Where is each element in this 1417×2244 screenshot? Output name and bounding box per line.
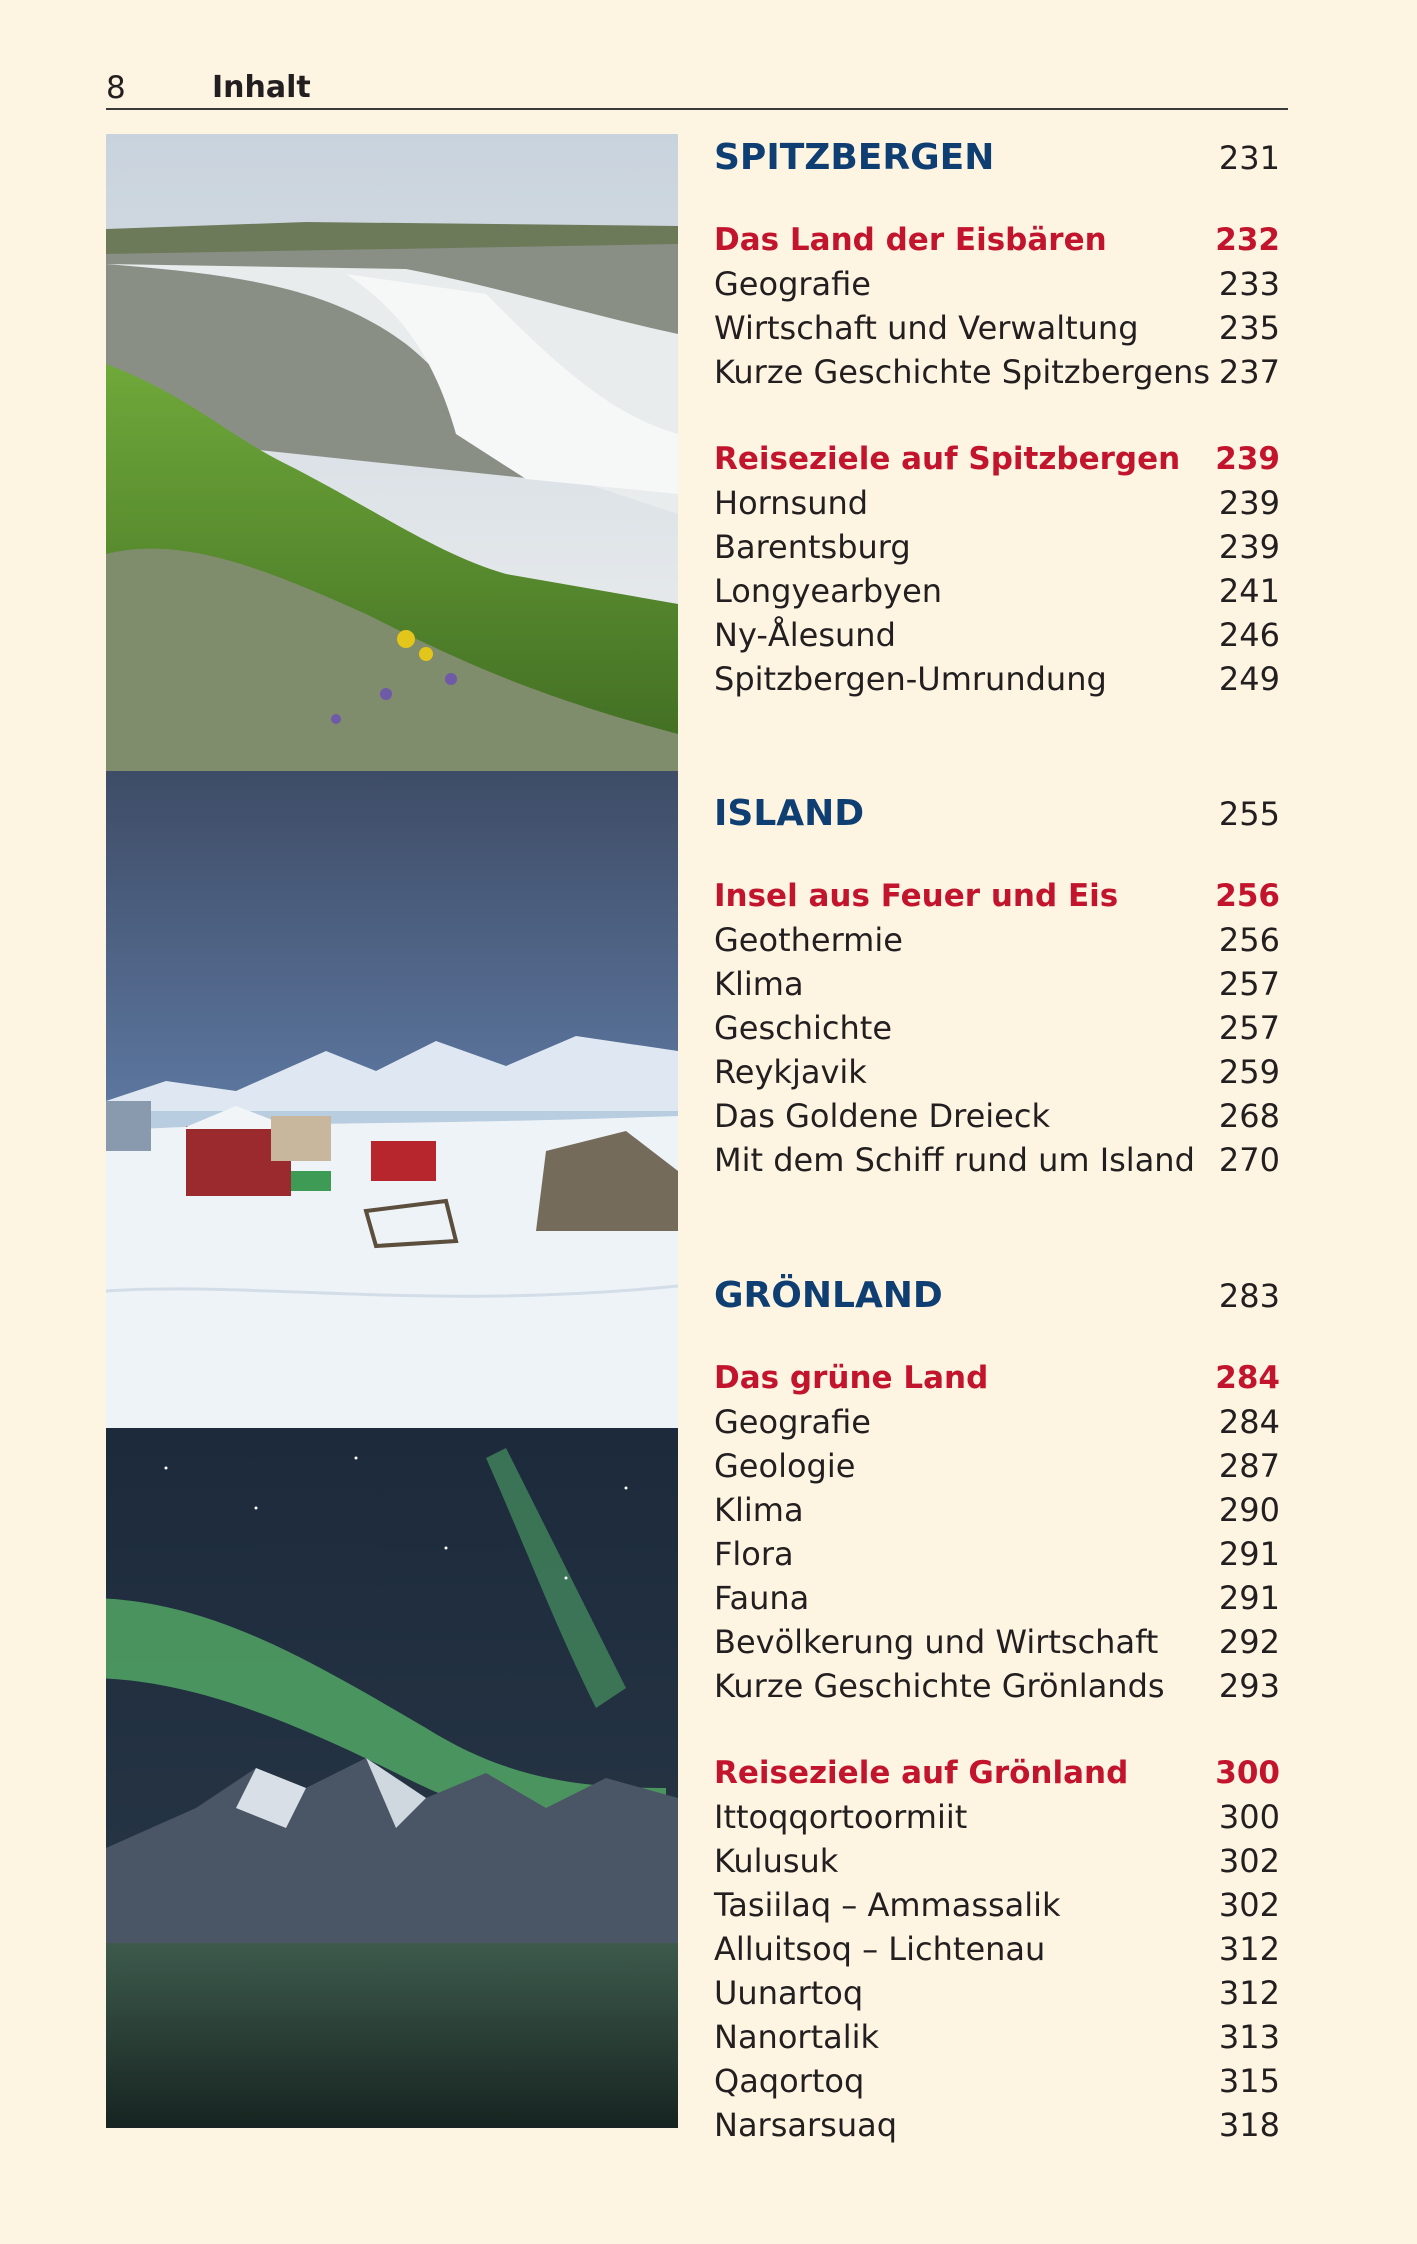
toc-entry[interactable] [714,350,1280,394]
subsection-heading[interactable] [714,874,1280,918]
toc-entry[interactable] [714,1839,1280,1883]
toc-entry[interactable] [714,918,1280,962]
entry-page: 302 [1218,1842,1280,1880]
entry-label: Geografie [714,1403,871,1441]
section-title: SPITZBERGEN [714,137,995,178]
toc-entry[interactable] [714,1488,1280,1532]
entry-label: Geschichte [714,1009,893,1047]
toc-entry[interactable] [714,1576,1280,1620]
toc-entry[interactable] [714,1094,1280,1138]
toc-entry[interactable] [714,1532,1280,1576]
subsection-page: 284 [1215,1360,1280,1396]
entry-page: 270 [1218,1141,1280,1179]
toc-entry[interactable] [714,1006,1280,1050]
entry-label: Hornsund [714,484,869,522]
entry-page: 259 [1218,1053,1280,1091]
entry-label: Barentsburg [714,528,911,566]
entry-page: 241 [1218,572,1280,610]
entry-label: Spitzbergen-Umrundung [714,660,1107,698]
running-title: Inhalt [212,70,311,105]
section-title: ISLAND [714,793,865,834]
entry-page: 291 [1218,1535,1280,1573]
toc-entry[interactable] [714,1400,1280,1444]
entry-page: 268 [1218,1097,1280,1135]
entry-label: Kulusuk [714,1842,839,1880]
toc-entry[interactable] [714,1883,1280,1927]
subsection-page: 239 [1215,441,1280,477]
toc-entry[interactable] [714,1664,1280,1708]
subsection-heading[interactable] [714,1356,1280,1400]
entry-label: Qaqortoq [714,2062,865,2100]
subsection-page: 300 [1215,1755,1280,1791]
entry-label: Geografie [714,265,871,303]
entry-page: 291 [1218,1579,1280,1617]
toc-entry[interactable] [714,1050,1280,1094]
entry-page: 293 [1218,1667,1280,1705]
entry-page: 290 [1218,1491,1280,1529]
subsection-title: Insel aus Feuer und Eis [714,878,1119,914]
entry-page: 315 [1218,2062,1280,2100]
toc-entry[interactable] [714,1971,1280,2015]
entry-page: 235 [1218,309,1280,347]
entry-label: Kurze Geschichte Spitzbergens [714,353,1211,391]
entry-label: Kurze Geschichte Grönlands [714,1667,1165,1705]
section-title: GRÖNLAND [714,1275,943,1316]
entry-page: 237 [1218,353,1280,391]
entry-label: Klima [714,965,804,1003]
subsection-heading[interactable] [714,1751,1280,1795]
toc-entry[interactable] [714,1138,1280,1182]
entry-label: Alluitsoq – Lichtenau [714,1930,1046,1968]
entry-page: 257 [1218,1009,1280,1047]
entry-label: Narsarsuaq [714,2106,898,2144]
entry-label: Reykjavik [714,1053,867,1091]
subsection-title: Reiseziele auf Grönland [714,1755,1129,1791]
entry-page: 287 [1218,1447,1280,1485]
section-heading[interactable] [714,1272,1280,1320]
entry-page: 233 [1218,265,1280,303]
toc-entry[interactable] [714,657,1280,701]
section-heading[interactable] [714,134,1280,182]
entry-label: Ny-Ålesund [714,616,896,654]
entry-page: 312 [1218,1930,1280,1968]
entry-page: 318 [1218,2106,1280,2144]
toc-entry[interactable] [714,2015,1280,2059]
entry-label: Flora [714,1535,794,1573]
toc-entry[interactable] [714,613,1280,657]
section-page: 231 [1218,139,1280,177]
entry-page: 313 [1218,2018,1280,2056]
entry-label: Longyearbyen [714,572,943,610]
toc-entry[interactable] [714,2059,1280,2103]
entry-label: Wirtschaft und Verwaltung [714,309,1139,347]
entry-page: 239 [1218,484,1280,522]
toc-entry[interactable] [714,2103,1280,2147]
entry-label: Fauna [714,1579,810,1617]
entry-label: Nanortalik [714,2018,880,2056]
toc-section-island [714,790,1280,1182]
subsection-title: Das Land der Eisbären [714,222,1107,258]
toc-entry[interactable] [714,525,1280,569]
entry-label: Geothermie [714,921,903,959]
entry-label: Mit dem Schiff rund um Island [714,1141,1195,1179]
subsection-title: Das grüne Land [714,1360,989,1396]
subsection-title: Reiseziele auf Spitzbergen [714,441,1181,477]
toc-section-groenland [714,1272,1280,2147]
entry-label: Geologie [714,1447,856,1485]
subsection-page: 256 [1215,878,1280,914]
toc-entry[interactable] [714,569,1280,613]
entry-page: 256 [1218,921,1280,959]
toc-entry[interactable] [714,1620,1280,1664]
entry-page: 312 [1218,1974,1280,2012]
page-number: 8 [106,70,126,106]
toc-entry[interactable] [714,306,1280,350]
section-page: 283 [1218,1277,1280,1315]
toc-entry[interactable] [714,481,1280,525]
toc-entry[interactable] [714,962,1280,1006]
subsection-heading[interactable] [714,437,1280,481]
entry-page: 300 [1218,1798,1280,1836]
entry-page: 302 [1218,1886,1280,1924]
section-page: 255 [1218,795,1280,833]
page-header [106,68,1288,110]
entry-label: Das Goldene Dreieck [714,1097,1050,1135]
toc-section-spitzbergen [714,134,1280,701]
entry-label: Uunartoq [714,1974,864,2012]
section-heading[interactable] [714,790,1280,838]
entry-page: 284 [1218,1403,1280,1441]
snowy-village-photo [106,771,678,1428]
entry-label: Klima [714,1491,804,1529]
waterfall-photo [106,134,678,771]
aurora-photo [106,1428,678,2128]
entry-label: Ittoqqortoormiit [714,1798,968,1836]
entry-page: 239 [1218,528,1280,566]
entry-page: 292 [1218,1623,1280,1661]
subsection-heading[interactable] [714,218,1280,262]
entry-page: 246 [1218,616,1280,654]
subsection-page: 232 [1215,222,1280,258]
entry-page: 257 [1218,965,1280,1003]
entry-label: Tasiilaq – Ammassalik [714,1886,1061,1924]
entry-page: 249 [1218,660,1280,698]
toc-entry[interactable] [714,1795,1280,1839]
toc-entry[interactable] [714,262,1280,306]
entry-label: Bevölkerung und Wirtschaft [714,1623,1159,1661]
toc-entry[interactable] [714,1927,1280,1971]
toc-entry[interactable] [714,1444,1280,1488]
